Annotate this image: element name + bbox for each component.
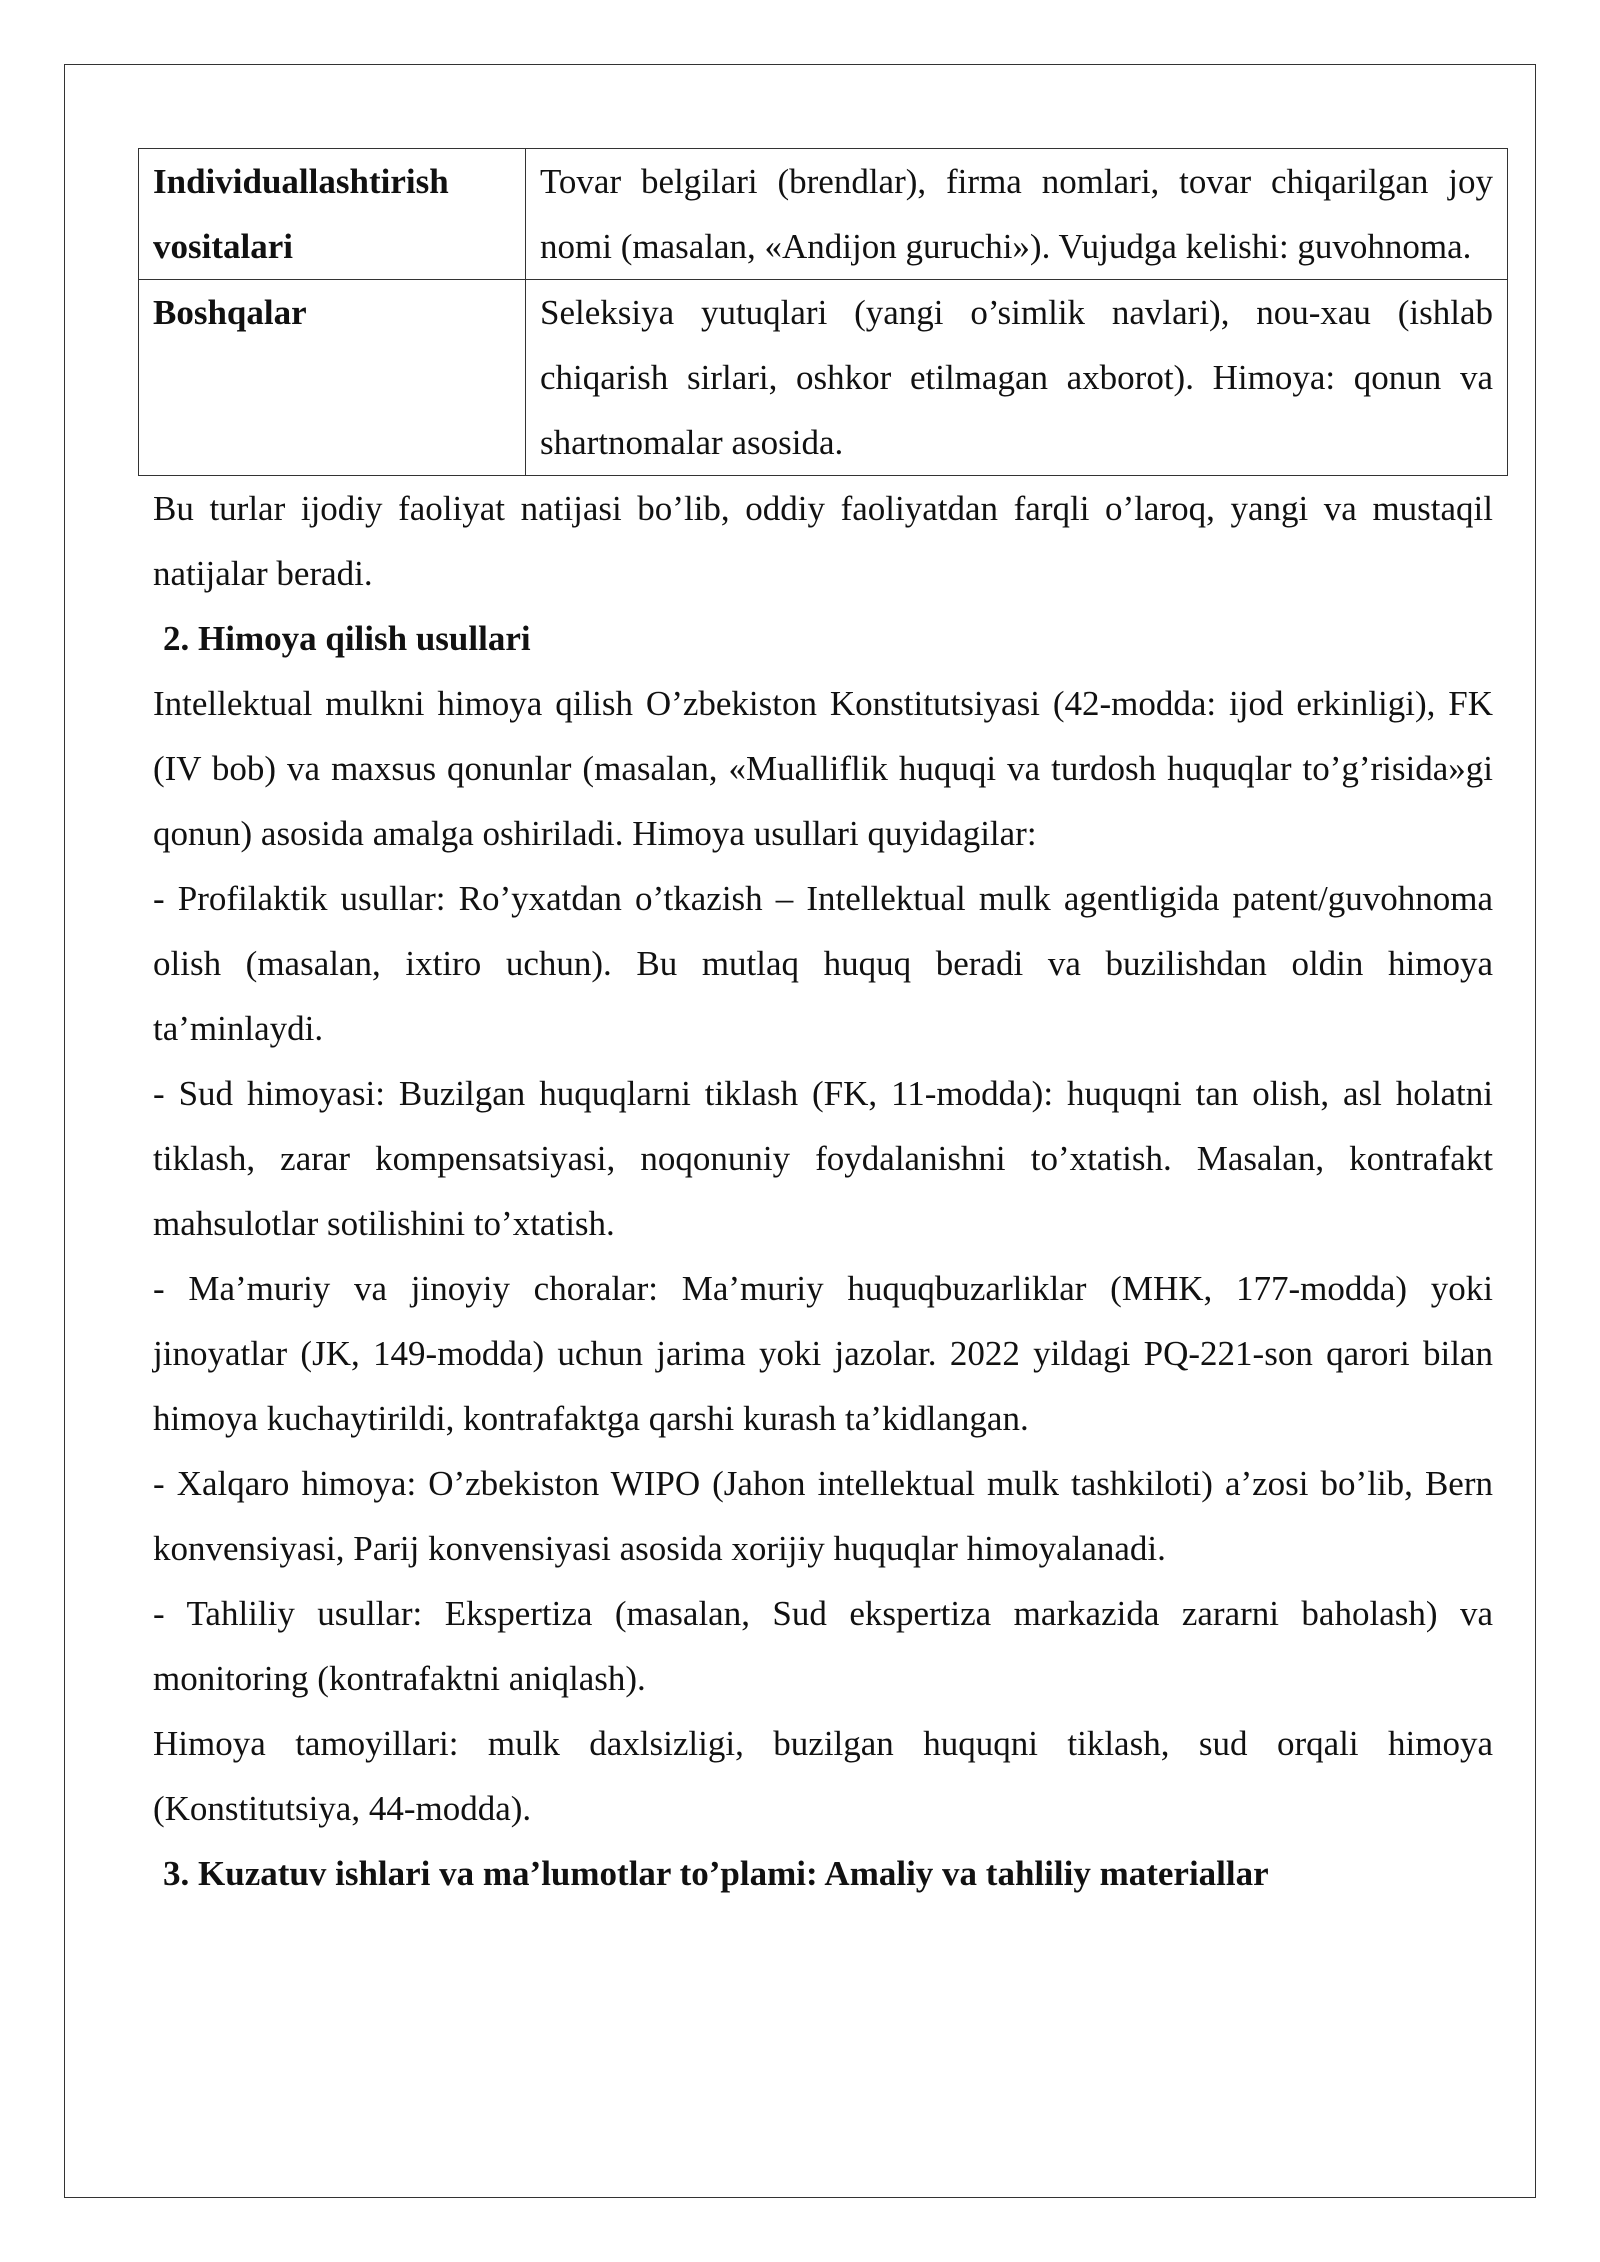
ip-types-table bbox=[138, 148, 1508, 476]
table-row bbox=[139, 280, 1508, 476]
section-3-heading: 3. Kuzatuv ishlari va ma’lumotlar to’plami: Amaliy va tahliliy materiallar bbox=[163, 1854, 1269, 1893]
intro-paragraph: Bu turlar ijodiy faoliyat natijasi bo’lib, oddiy faoliyatdan farqli o’laroq, yangi va mustaqil natijalar beradi. bbox=[153, 489, 1493, 593]
table-term-cell: Individuallashtirish vositalari bbox=[139, 149, 526, 280]
body-paragraph: Himoya tamoyillari: mulk daxlsizligi, buzilgan huquqni tiklash, sud orqali himoya (Konstitutsiya, 44-modda). bbox=[153, 1724, 1493, 1828]
document-body bbox=[153, 148, 1493, 1906]
list-item-international: - Xalqaro himoya: O’zbekiston WIPO (Jahon intellektual mulk tashkiloti) a’zosi bo’lib, Bern konvensiyasi, Parij konvensiyasi asosida xorijiy huquqlar himoyalanadi. bbox=[153, 1464, 1493, 1568]
section-2-heading: 2. Himoya qilish usullari bbox=[163, 619, 531, 658]
list-item-analytical: - Tahliliy usullar: Ekspertiza (masalan, Sud ekspertiza markazida zararni baholash) va monitoring (kontrafaktni aniqlash). bbox=[153, 1594, 1493, 1698]
table-description-cell: Tovar belgilari (brendlar), firma nomlari, tovar chiqarilgan joy nomi (masalan, «Andijon guruchi»). Vujudga kelishi: guvohnoma. bbox=[526, 149, 1508, 280]
list-item-administrative: - Ma’muriy va jinoyiy choralar: Ma’muriy huquqbuzarliklar (MHK, 177-modda) yoki jinoyatlar (JK, 149-modda) uchun jarima yoki jazolar. 2022 yildagi PQ-221-son qarori bilan himoya kuchaytirildi, kontrafaktga qarshi kurash ta’kidlangan. bbox=[153, 1269, 1493, 1438]
table-term-cell: Boshqalar bbox=[139, 280, 526, 476]
list-item-court: - Sud himoyasi: Buzilgan huquqlarni tiklash (FK, 11-modda): huquqni tan olish, asl holatni tiklash, zarar kompensatsiyasi, noqonuniy foydalanishni to’xtatish. Masalan, kontrafakt mahsulotlar sotilishini to’xtatish. bbox=[153, 1074, 1493, 1243]
table-row bbox=[139, 149, 1508, 280]
table-description-cell: Seleksiya yutuqlari (yangi o’simlik navlari), nou-xau (ishlab chiqarish sirlari, oshkor etilmagan axborot). Himoya: qonun va shartnomalar asosida. bbox=[526, 280, 1508, 476]
list-item-preventive: - Profilaktik usullar: Ro’yxatdan o’tkazish – Intellektual mulk agentligida patent/guvohnoma olish (masalan, ixtiro uchun). Bu mutlaq huquq beradi va buzilishdan oldin himoya ta’minlaydi. bbox=[153, 879, 1493, 1048]
body-paragraph: Intellektual mulkni himoya qilish O’zbekiston Konstitutsiyasi (42-modda: ijod erkinligi), FK (IV bob) va maxsus qonunlar (masalan, «Mualliflik huquqi va turdosh huquqlar to’g’risida»gi qonun) asosida amalga oshiriladi. Himoya usullari quyidagilar: bbox=[153, 684, 1493, 853]
